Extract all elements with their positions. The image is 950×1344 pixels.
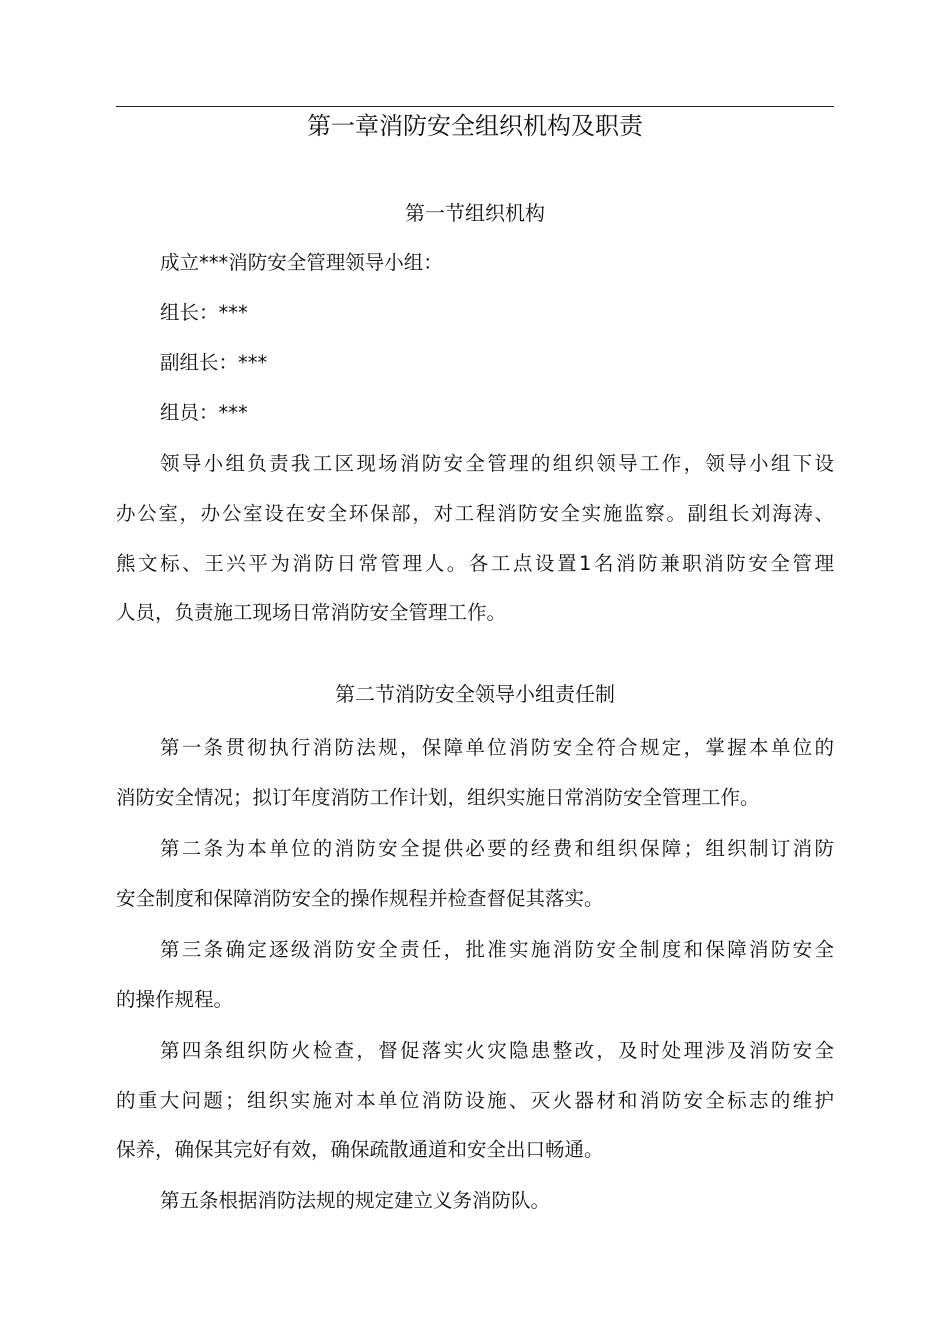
article-4-line: 保养，确保其完好有效，确保疏散通道和安全出口畅通。 — [116, 1138, 604, 1161]
paragraph-line: 领导小组负责我工区现场消防安全管理的组织领导工作，领导小组下设 — [160, 452, 834, 475]
paragraph-line: 熊文标、王兴平为消防日常管理人。各工点设置1名消防兼职消防安全管理 — [116, 552, 834, 575]
section-title-responsibility: 第二节消防安全领导小组责任制 — [335, 682, 615, 706]
header-rule — [116, 106, 834, 107]
paragraph-line: 人员，负责施工现场日常消防安全管理工作。 — [116, 601, 507, 624]
article-2-line: 安全制度和保障消防安全的操作规程并检查督促其落实。 — [116, 887, 604, 910]
article-4-line: 第四条组织防火检查，督促落实火灾隐患整改，及时处理涉及消防安全 — [160, 1039, 834, 1062]
deputy-leader-line: 副组长：*** — [160, 351, 268, 374]
article-1-line: 消防安全情况；拟订年度消防工作计划，组织实施日常消防安全管理工作。 — [116, 786, 760, 809]
paragraph-line: 办公室，办公室设在安全环保部，对工程消防安全实施监察。副组长刘海涛、 — [116, 502, 834, 525]
article-3-line: 第三条确定逐级消防安全责任，批准实施消防安全制度和保障消防安全 — [160, 938, 834, 961]
article-5-line: 第五条根据消防法规的规定建立义务消防队。 — [160, 1189, 551, 1212]
section-title-organization: 第一节组织机构 — [405, 201, 545, 225]
members-line: 组员：*** — [160, 401, 248, 424]
leader-line: 组长：*** — [160, 301, 248, 324]
chapter-title: 第一章消防安全组织机构及职责 — [307, 112, 643, 140]
article-2-line: 第二条为本单位的消防安全提供必要的经费和组织保障；组织制订消防 — [160, 837, 834, 860]
article-4-line: 的重大问题；组织实施对本单位消防设施、灭火器材和消防安全标志的维护 — [116, 1089, 834, 1112]
organization-intro: 成立***消防安全管理领导小组： — [160, 251, 443, 274]
article-3-line: 的操作规程。 — [116, 988, 234, 1011]
article-1-line: 第一条贯彻执行消防法规，保障单位消防安全符合规定，掌握本单位的 — [160, 736, 834, 759]
